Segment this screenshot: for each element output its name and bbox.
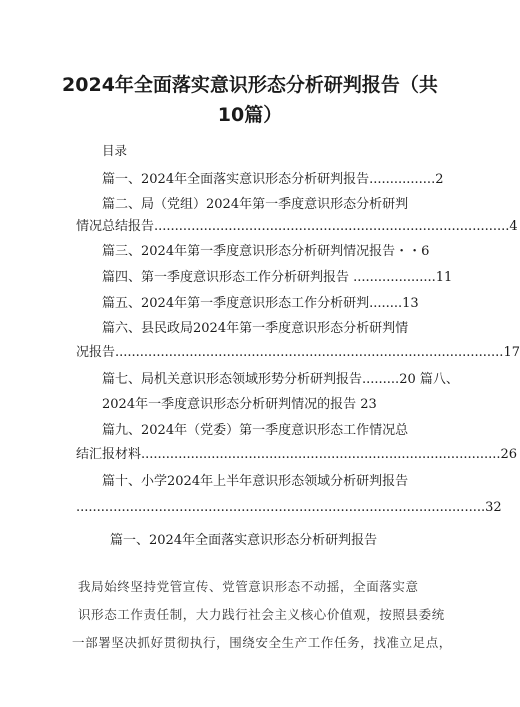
title-line-2: 10篇） [217, 104, 283, 126]
toc-entry-4[interactable]: 篇四、第一季度意识形态工作分析研判报告 ....................11 [102, 270, 453, 285]
toc-entry-9[interactable]: 篇九、2024年（党委）第一季度意识形态工作情况总 [102, 423, 409, 438]
toc-entry-2-cont[interactable]: 情况总结报告......................................................................................4 [76, 219, 518, 234]
toc-entry-10[interactable]: 篇十、小学2024年上半年意识形态领域分析研判报告 [102, 474, 409, 489]
toc-entry-10-cont[interactable]: ...................................................................................................32 [76, 500, 502, 515]
toc-entry-1[interactable]: 篇一、2024年全面落实意识形态分析研判报告................2 [102, 172, 444, 187]
document-title [60, 70, 440, 130]
toc-entry-5[interactable]: 篇五、2024年第一季度意识形态工作分析研判........13 [102, 296, 419, 311]
toc-entry-8[interactable]: 2024年一季度意识形态分析研判情况的报告 23 [102, 397, 377, 412]
toc-entry-6-cont[interactable]: 况报告..............................................................................................17 [76, 345, 520, 360]
toc-entry-3[interactable]: 篇三、2024年第一季度意识形态分析研判情况报告・・6 [102, 244, 430, 259]
toc-entry-7[interactable]: 篇七、局机关意识形态领域形势分析研判报告.........20 篇八、 [102, 372, 459, 387]
title-line-1: 2024年全面落实意识形态分析研判报告（共 [62, 74, 438, 96]
body-paragraph-line-3: 一部署坚决抓好贯彻执行，围绕安全生产工作任务，找准立足点， [72, 635, 452, 650]
body-paragraph-line-2: 识形态工作责任制，大力践行社会主义核心价值观，按照县委统 [78, 607, 445, 622]
toc-entry-2[interactable]: 篇二、局（党组）2024年第一季度意识形态分析研判 [102, 197, 409, 212]
toc-heading: 目录 [102, 143, 128, 158]
body-paragraph-line-1: 我局始终坚持党管宣传、党管意识形态不动摇，全面落实意 [78, 579, 419, 594]
section-title: 篇一、2024年全面落实意识形态分析研判报告 [110, 533, 378, 548]
toc-entry-9-cont[interactable]: 结汇报材料.......................................................................................26 [76, 447, 518, 462]
toc-entry-6[interactable]: 篇六、县民政局2024年第一季度意识形态分析研判情 [102, 321, 409, 336]
